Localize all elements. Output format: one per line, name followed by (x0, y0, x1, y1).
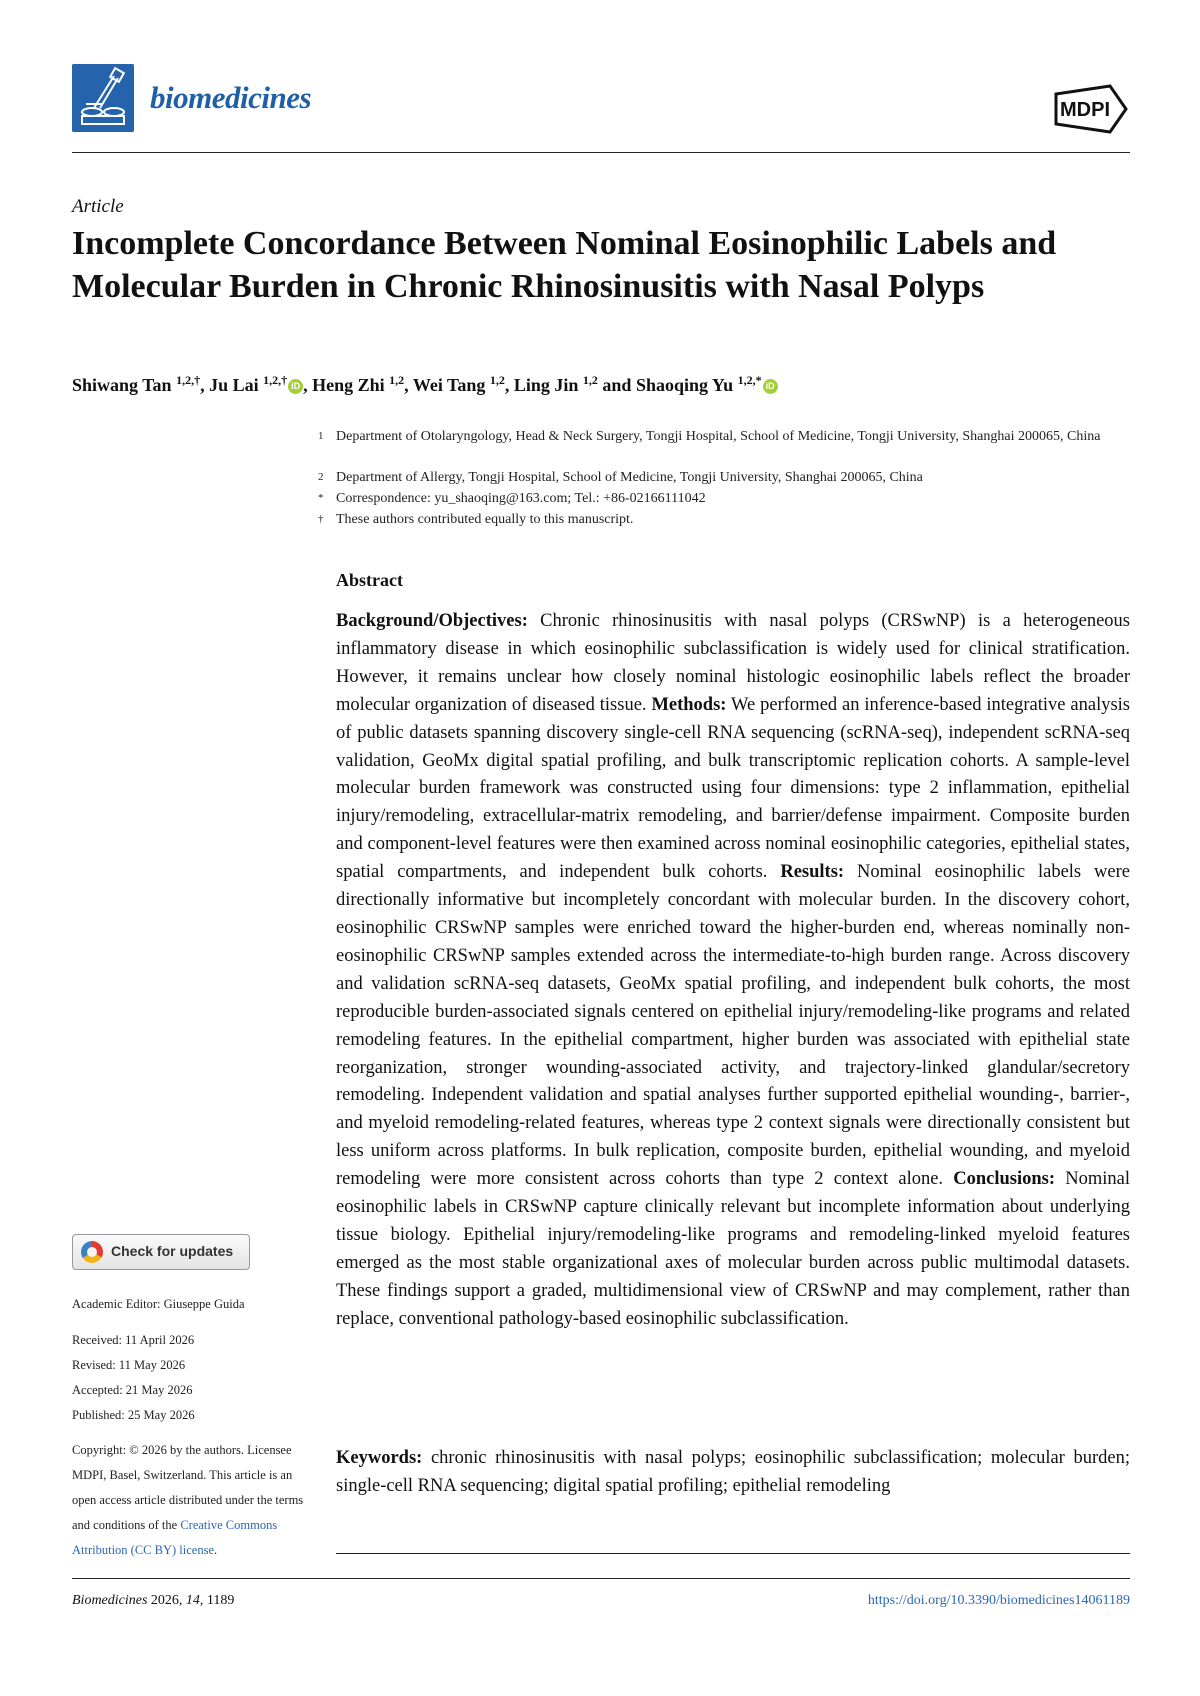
conclusions-text: Nominal eosinophilic labels in CRSwNP capture clinically relevant but incomplete information about underlying tissue biology. Epithelial injury/remodeling-like programs and remodeling-linked myeloid features emerged as the most stable organizational axes of molecular burden across public multimodal datasets. These findings support a graded, multidimensional view of CRSwNP and may complement, rather than replace, conventional pathology-based eosinophilic subclassification. (336, 1169, 1130, 1329)
conclusions-label: Conclusions: (953, 1169, 1056, 1190)
affiliation-mark: 1 (318, 430, 324, 442)
methods-label: Methods: (651, 694, 727, 715)
affiliation-mark: 2 (318, 471, 324, 483)
author-affiliation-marker: 1,2 (389, 373, 405, 387)
author-affiliation-marker: 1,2,† (263, 373, 288, 387)
orcid-icon[interactable]: iD (763, 379, 778, 394)
accepted-date: Accepted: 21 May 2026 (72, 1383, 193, 1397)
results-label: Results: (780, 862, 845, 883)
academic-editor: Academic Editor: Giuseppe Guida (72, 1297, 245, 1311)
abstract-body (336, 608, 1130, 1334)
affiliation-text: These authors contributed equally to this manuscript. (336, 512, 634, 527)
author-name: Shiwang Tan (72, 375, 177, 395)
keywords (336, 1444, 1130, 1500)
methods-text: We performed an inference-based integrative analysis of public datasets spanning discovery single-cell RNA sequencing (scRNA-seq), independent scRNA-seq validation, GeoMx digital spatial profiling, and bulk transcriptomic replication cohorts. A sample-level molecular burden framework was constructed using four dimensions: type 2 inflammation, epithelial injury/remodeling, extracellular-matrix remodeling, and barrier/defense impairment. Composite burden and component-level features were then examined across nominal eosinophilic categories, epithelial states, spatial compartments, and independent bulk cohorts. (336, 694, 1131, 883)
citation-page: , 1189 (199, 1593, 235, 1608)
affiliation-2 (318, 467, 1136, 488)
author-separator: , (303, 375, 313, 395)
copyright-text: Copyright: © 2026 by the authors. Licensee MDPI, Basel, Switzerland. This article is an open access article distributed under the terms and conditions of the (72, 1443, 304, 1532)
paper-title: Incomplete Concordance Between Nominal Eosinophilic Labels and Molecular Burden in Chronic Rhinosinusitis with Nasal Polyps (72, 225, 1057, 305)
orcid-icon[interactable]: iD (288, 379, 303, 394)
keywords-label: Keywords: (336, 1448, 423, 1468)
author-separator: , (200, 375, 210, 395)
author-name: Wei Tang (412, 375, 490, 395)
citation-volume: 14 (185, 1593, 200, 1608)
check-updates-icon (81, 1241, 103, 1263)
correspondence (318, 488, 1136, 509)
affiliation-mark: * (318, 492, 324, 504)
abstract-end-rule (336, 1553, 1130, 1554)
citation (72, 1593, 234, 1609)
article-type: Article (72, 196, 124, 217)
license-link[interactable]: Creative Commons Attribution (CC BY) license (72, 1518, 278, 1557)
journal-name: biomedicines (150, 80, 312, 115)
revised-date: Revised: 11 May 2026 (72, 1358, 186, 1372)
author-affiliation-marker: 1,2 (582, 373, 598, 387)
received-date: Received: 11 April 2026 (72, 1333, 195, 1347)
keywords-text: chronic rhinosinusitis with nasal polyps; eosinophilic subclassification; molecular burden; single-cell RNA sequencing; digital spatial profiling; epithelial remodeling (336, 1448, 1130, 1496)
check-for-updates-button[interactable] (72, 1234, 250, 1270)
author-name: Ling Jin (513, 375, 583, 395)
affiliation-1 (318, 426, 1136, 447)
doi-link[interactable]: https://doi.org/10.3390/biomedicines14061189 (867, 1593, 1130, 1608)
affiliation-mark: † (318, 513, 324, 525)
mdpi-logo-icon (1048, 84, 1130, 134)
affiliation-text: Department of Otolaryngology, Head & Neck Surgery, Tongji Hospital, School of Medicine, Tongji University, Shanghai 200065, China (336, 429, 1101, 444)
background-label: Background/Objectives: (336, 611, 528, 631)
author-affiliation-marker: 1,2 (489, 373, 505, 387)
abstract-heading: Abstract (336, 570, 403, 590)
published-date: Published: 25 May 2026 (72, 1408, 195, 1422)
affiliation-text: Department of Allergy, Tongji Hospital, School of Medicine, Tongji University, Shanghai 200065, China (336, 470, 923, 485)
mdpi-logo-text: MDPI (1060, 99, 1110, 121)
author-list (72, 373, 778, 396)
author-separator: and (597, 375, 636, 395)
author-name: Shaoqing Yu (635, 375, 738, 395)
author-affiliation-marker: 1,2,† (176, 373, 201, 387)
results-text: Nominal eosinophilic labels were directionally informative but incompletely concordant with molecular burden. In the discovery cohort, eosinophilic CRSwNP samples were enriched toward the higher-burden end, whereas nominally non-eosinophilic CRSwNP samples extended across the intermediate-to-high burden range. Across discovery and validation scRNA-seq datasets, GeoMx spatial profiling, and independent bulk cohorts, the most reproducible burden-associated signals centered on epithelial injury/remodeling-like programs and related remodeling features. In the epithelial compartment, higher burden was associated with epithelial state reorganization, stronger wounding-associated activity, and trajectory-linked glandular/secretory remodeling. Independent validation and spatial analyses further supported epithelial wounding-, barrier-, and myeloid remodeling-related features, whereas type 2 context signals were directionally consistent but less uniform across platforms. In bulk replication, composite burden, epithelial wounding, and myeloid remodeling were more consistent across cohorts than type 2 context alone. (336, 862, 1130, 1190)
author-separator: , (504, 375, 514, 395)
citation-journal: Biomedicines (72, 1593, 148, 1608)
affiliation-text: Correspondence: yu_shaoqing@163.com; Tel.: +86-02166111042 (336, 491, 706, 506)
copyright-notice (72, 1438, 310, 1563)
copyright-end: . (214, 1543, 218, 1557)
author-name: Ju Lai (209, 375, 264, 395)
equal-contribution-note (318, 509, 1136, 530)
footer-rule (72, 1578, 1130, 1579)
citation-year: 2026, (147, 1593, 186, 1608)
journal-logo-icon (72, 64, 134, 132)
header-rule (72, 152, 1130, 153)
author-affiliation-marker: 1,2,* (737, 373, 762, 387)
author-name: Heng Zhi (312, 375, 390, 395)
background-text: Chronic rhinosinusitis with nasal polyps (CRSwNP) is a heterogeneous inflammatory disease in which eosinophilic subclassification is widely used for clinical stratification. However, it remains unclear how closely nominal histologic eosinophilic labels reflect the broader molecular organization of diseased tissue. (336, 611, 1130, 715)
author-separator: , (404, 375, 413, 395)
check-updates-label: Check for updates (111, 1243, 234, 1259)
